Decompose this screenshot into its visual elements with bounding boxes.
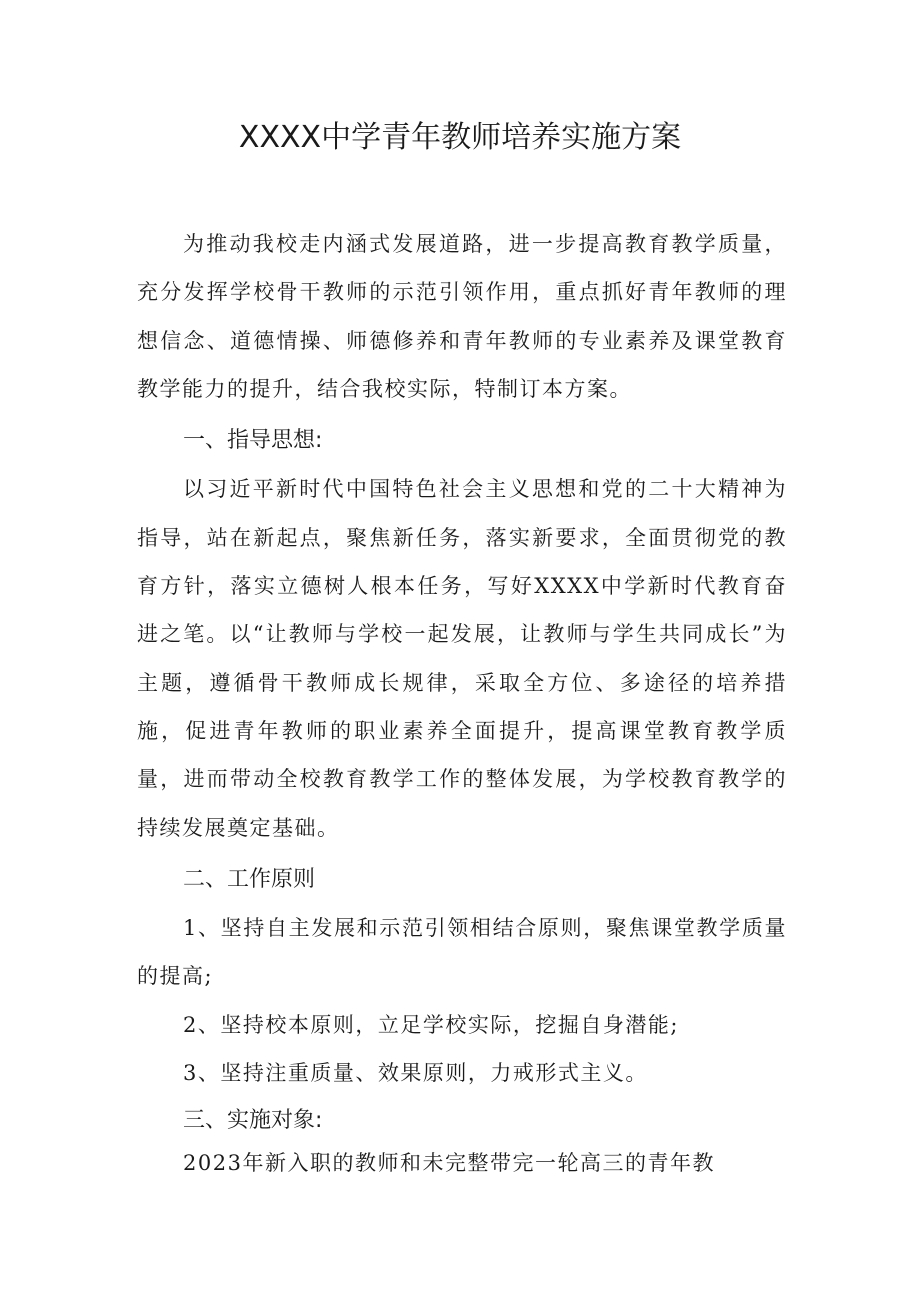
document-title: XXXX中学青年教师培养实施方案 — [238, 120, 682, 155]
section-1-heading: 一、指导思想: — [183, 428, 323, 454]
intro-paragraph: 为推动我校走内涵式发展道路，进一步提高教育教学质量，充分发挥学校骨干教师的示范引领作用，重点抓好青年教师的理想信念、道德情操、师德修养和青年教师的专业素养及课堂教育教学能力的提升，结合我校实际，特制订本方案。 — [137, 232, 787, 401]
section-1-paragraph: 以习近平新时代中国特色社会主义思想和党的二十大精神为指导，站在新起点，聚焦新任务，落实新要求，全面贯彻党的教育方针，落实立德树人根本任务，写好XXXX中学新时代教育奋进之笔。以“让教师与学校一起发展，让教师与学生共同成长”为主题，遵循骨干教师成长规律，采取全方位、多途径的培养措施，促进青年教师的职业素养全面提升，提高课堂教育教学质量，进而带动全校教育教学工作的整体发展，为学校教育教学的持续发展奠定基础。 — [137, 477, 787, 840]
section-3-paragraph: 2023年新入职的教师和未完整带完一轮高三的青年教 — [183, 1151, 715, 1176]
principle-item-3: 3、坚持注重质量、效果原则，力戒形式主义。 — [183, 1061, 648, 1086]
section-3-heading: 三、实施对象: — [183, 1108, 323, 1134]
document-body — [137, 220, 787, 1185]
principle-item-2: 2、坚持校本原则，立足学校实际，挖掘自身潜能; — [183, 1012, 679, 1037]
section-2-heading: 二、工作原则 — [183, 866, 316, 892]
principle-item-1: 1、坚持自主发展和示范引领相结合原则，聚焦课堂教学质量的提高; — [137, 916, 787, 989]
